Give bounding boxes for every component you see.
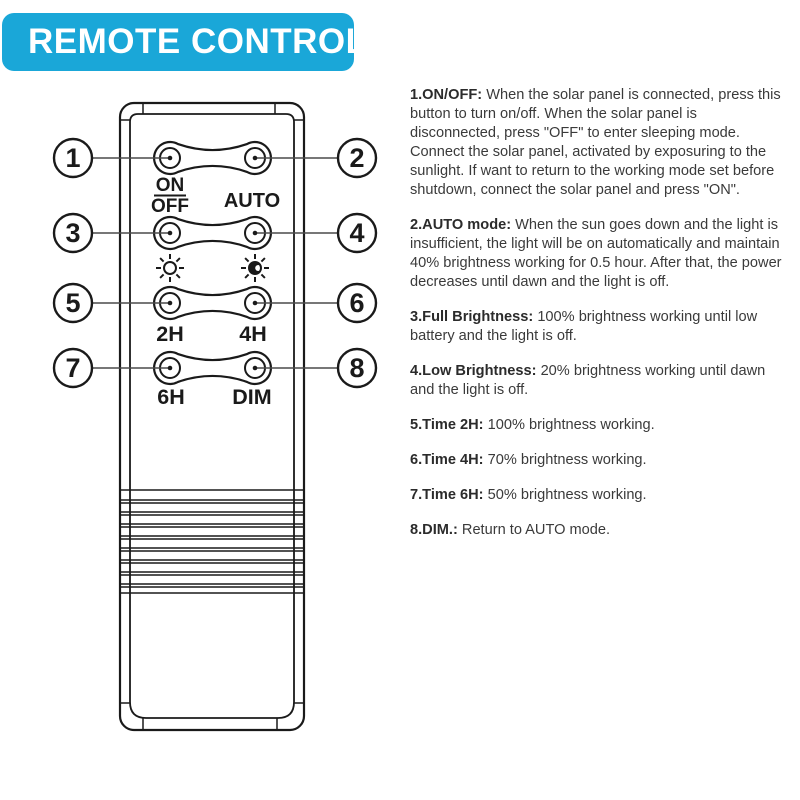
header-banner [2,13,368,71]
instruction-label-6: 6.Time 4H: [410,452,484,468]
instruction-text-1: When the solar panel is connected, press this button to turn on/off. When the solar panel is disconnected, press "OFF" to enter sleeping mode. Connect the solar panel, activated by exposuring to the sunlight. If want to return to the working mode set before shutdown, connect the solar panel and press "ON". [410,87,781,198]
remote-control-diagram [40,90,400,740]
instruction-item-7 [410,486,788,505]
instruction-list [410,86,788,556]
instruction-label-7: 7.Time 6H: [410,487,484,503]
label-2h: 2H [156,322,184,346]
callout-number-1: 1 [65,143,81,173]
label-dim: DIM [232,385,272,409]
instruction-label-1: 1.ON/OFF: [410,87,483,103]
instruction-item-5 [410,416,788,435]
auto-label: AUTO [223,190,281,212]
instruction-item-2 [410,216,788,292]
page-title: REMOTE CONTROL [28,22,368,61]
label-4h: 4H [239,322,267,346]
instruction-label-4: 4.Low Brightness: [410,363,537,379]
instruction-item-8 [410,521,788,540]
instruction-item-6 [410,451,788,470]
callout-number-3: 3 [65,218,81,248]
instruction-label-5: 5.Time 2H: [410,417,484,433]
instruction-text-5: 100% brightness working. [487,417,655,433]
instruction-item-3 [410,308,788,346]
label-6h: 6H [157,385,185,409]
instruction-label-3: 3.Full Brightness: [410,309,534,325]
instruction-item-1 [410,86,788,200]
instruction-text-2: When the sun goes down and the light is insufficient, the light will be on automatically and maintain 40% brightness working for 0.5 hour. After that, the power decreases until dawn and the light is off. [410,217,782,290]
callout-number-7: 7 [65,353,81,383]
onoff-label-on: ON [155,175,185,196]
instruction-text-3: 100% brightness working until low battery and the light is off. [410,309,758,344]
callout-number-4: 4 [349,218,365,248]
instruction-label-2: 2.AUTO mode: [410,217,512,233]
callout-number-6: 6 [349,288,365,318]
instruction-text-6: 70% brightness working. [487,452,647,468]
instruction-text-7: 50% brightness working. [487,487,647,503]
callout-number-8: 8 [349,353,365,383]
callout-number-5: 5 [65,288,81,318]
onoff-label-off: OFF [151,196,189,217]
instruction-text-4: 20% brightness working until dawn and the light is off. [410,363,766,398]
instruction-item-4 [410,362,788,400]
instruction-label-8: 8.DIM.: [410,522,458,538]
callout-number-2: 2 [349,143,365,173]
sun-dim-icon [241,254,269,282]
instruction-text-8: Return to AUTO mode. [461,522,611,538]
